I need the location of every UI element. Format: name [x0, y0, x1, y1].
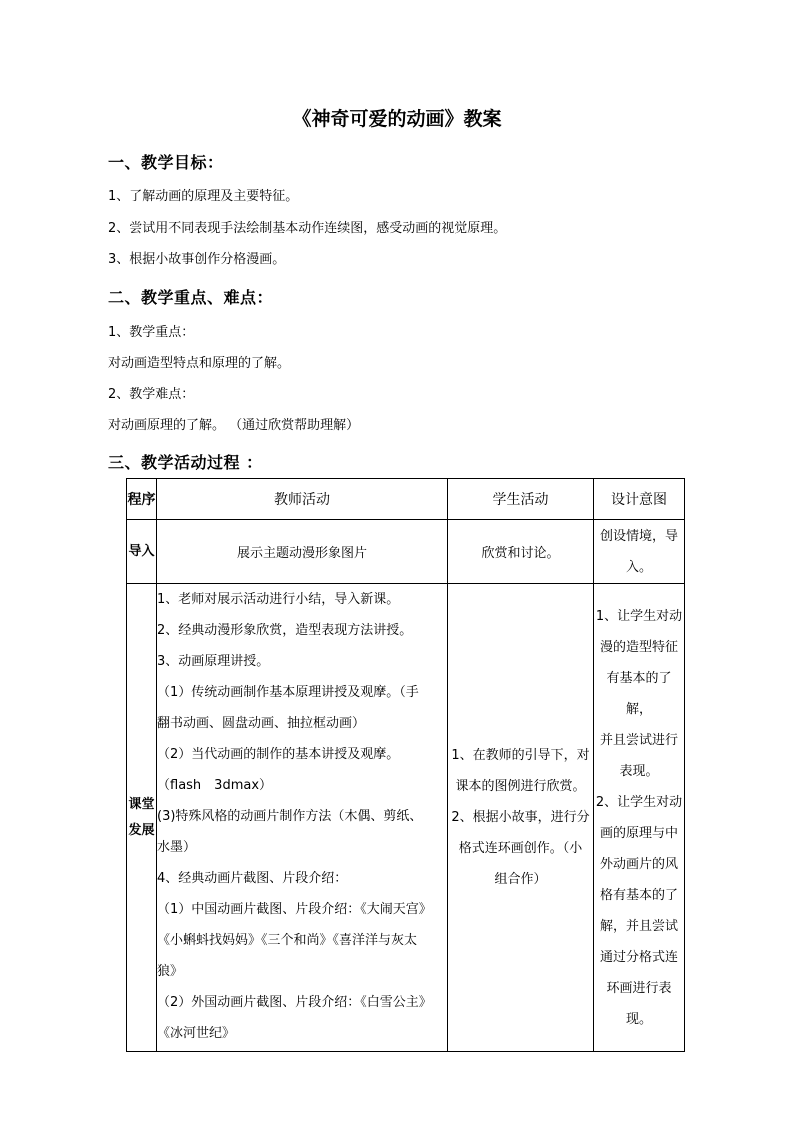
teacher-line: （1）中国动画片截图、片段介绍：《大闹天宫》	[157, 902, 432, 917]
key-point-line: 对动画造型特点和原理的了解。	[108, 356, 291, 371]
design-line: 画的原理与中	[599, 825, 678, 841]
header-design: 设计意图	[594, 479, 685, 520]
header-teacher: 教师活动	[157, 479, 448, 520]
section-heading-process: 三、教学活动过程 ：	[108, 453, 263, 472]
design-line: 环画进行表现。	[606, 980, 672, 1027]
design-line: 1、让学生对动	[595, 608, 683, 624]
design-line: 表现。	[619, 763, 659, 779]
design-line: 格有基本的了	[599, 887, 678, 903]
teacher-line: （2）外国动画片截图、片段介绍：《白雪公主》	[157, 995, 432, 1010]
design-line: 外动画片的风	[599, 856, 678, 872]
teacher-line: 2、经典动漫形象欣赏，造型表现方法讲授。	[157, 623, 413, 638]
teacher-line: （1）传统动画制作基本原理讲授及观摩。（手	[157, 685, 419, 700]
design-line: 创设情境，导	[599, 528, 678, 544]
document-title: 《神奇可爱的动画》教案	[292, 108, 502, 130]
student-line: 课本的图例进行欣赏。	[455, 779, 586, 794]
teacher-line: （2）当代动画的制作的基本讲授及观摩。	[157, 747, 400, 762]
stage-cell	[127, 584, 157, 1052]
teacher-line: 狼》	[157, 964, 184, 979]
student-line: 格式连环画创作。（小	[458, 841, 583, 856]
design-line: 并且尝试进行	[599, 732, 678, 748]
stage-cell: 导入	[127, 520, 157, 584]
student-cell	[448, 584, 594, 1052]
design-cell	[594, 584, 685, 1052]
table-row	[127, 520, 685, 584]
teacher-cell	[157, 584, 448, 1052]
student-line: 组合作）	[494, 872, 547, 887]
section-heading-key-points: 二、教学重点、难点：	[108, 288, 274, 307]
teacher-line: 4、经典动画片截图、片段介绍：	[157, 871, 348, 886]
key-point-line: 1、教学重点：	[108, 325, 195, 340]
student-line: 2、根据小故事，进行分	[451, 810, 590, 825]
objective-line: 2、尝试用不同表现手法绘制基本动作连续图，感受动画的视觉原理。	[108, 221, 507, 236]
teacher-line: (3)特殊风格的动画片制作方法（木偶、剪纸、	[157, 809, 423, 824]
student-cell	[448, 520, 594, 584]
student-line: 1、在教师的引导下，对	[451, 748, 590, 763]
design-line: 解，并且尝试	[599, 918, 678, 934]
teacher-line: （flash 3dmax）	[157, 778, 273, 793]
design-line: 通过分格式连	[599, 949, 678, 965]
design-line: 有基本的了解，	[606, 670, 672, 717]
teacher-line: 1、老师对展示活动进行小结，导入新课。	[157, 592, 400, 607]
teacher-line: 《小蝌蚪找妈妈》《三个和尚》《喜洋洋与灰太	[157, 933, 418, 948]
design-line: 入。	[625, 559, 652, 575]
activity-table	[126, 478, 685, 1052]
teacher-line: 《冰河世纪》	[157, 1026, 236, 1041]
table-header-row	[127, 479, 685, 520]
stage-line: 发展	[128, 822, 155, 838]
objective-line: 1、了解动画的原理及主要特征。	[108, 189, 299, 204]
teacher-line: 展示主题动漫形象图片	[236, 546, 367, 561]
design-line: 漫的造型特征	[599, 639, 678, 655]
header-stage: 程序	[127, 479, 157, 520]
teacher-cell	[157, 520, 448, 584]
header-student: 学生活动	[448, 479, 594, 520]
objective-line: 3、根据小故事创作分格漫画。	[108, 252, 286, 267]
teacher-line: 水墨）	[157, 840, 197, 855]
table-row	[127, 584, 685, 1052]
key-point-line: 2、教学难点：	[108, 387, 195, 402]
section-heading-objectives: 一、教学目标：	[108, 153, 224, 172]
design-line: 2、让学生对动	[595, 794, 683, 810]
teacher-line: 翻书动画、圆盘动画、抽拉框动画）	[157, 716, 366, 731]
stage-line: 课堂	[128, 796, 155, 812]
student-line: 欣赏和讨论。	[481, 546, 560, 561]
design-cell	[594, 520, 685, 584]
key-point-line: 对动画原理的了解。 （通过欣赏帮助理解）	[108, 418, 360, 433]
teacher-line: 3、动画原理讲授。	[157, 654, 270, 669]
